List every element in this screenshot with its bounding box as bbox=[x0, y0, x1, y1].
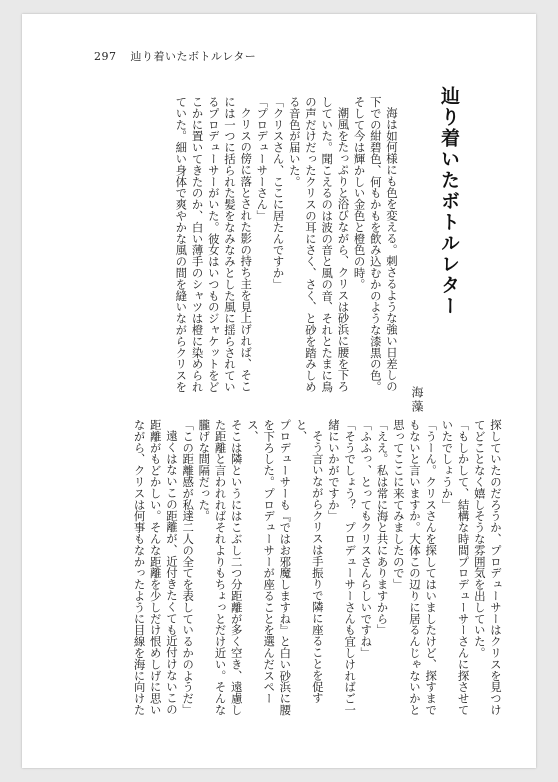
paragraph: クリスの傍に落とされた影の持ち主を見上げれば、そこ には一つに括られた髪をなみなみとした風に揺らされてい るプロデューサーがいた。彼女はいつものジャケットをど こかに置いてきたのか、白い薄手のシャツは橙に染められ ていた。細い身体で爽やかな風の間を縫いながらクリスを bbox=[174, 96, 254, 393]
paragraph: そう言いながらクリスは手振りで隣に座ることを促すと、 プロデューサーも『ではお邪魔しますね』と白い砂浜に腰 を下ろした。プロデューサーが座ることを選んだスペース、 そこは隣というにはこぶし二つ分距離が多く空き、遠慮し た距離と言われればそれよりもちょっとだけ近い。そんな 朧げな間隔だった。 bbox=[197, 419, 325, 716]
paragraph: 「ええ。私は常に海と共にありますから」 「ふふっ、とってもクリスさんらしいですね」 「そうでしょう？ プロデューサーさんも宜しければご一 緒にいかがですか」 bbox=[326, 419, 390, 716]
paragraph: 海は如何様にも色を変える。刺さるような強い日差しの 下での紺碧色、何もかもを飲み込むかのような漆黒の色。 そして今は輝かしい金色と橙色の時。 bbox=[352, 96, 399, 393]
lower-text-column bbox=[80, 419, 504, 725]
paragraph: 探していたのだろうか、プロデューサーはクリスを見つけ てどことなく嬉しそうな雰囲気を出していた。 bbox=[472, 419, 503, 716]
paragraph: 「もしかして、結構な時間プロデューサーさんに探させて いたでしょうか」 bbox=[440, 419, 471, 716]
running-header bbox=[94, 48, 256, 64]
paragraph: 「クリスさん、ここに居たんですか」 「プロデューサーさん」 bbox=[255, 96, 286, 290]
upper-text-column bbox=[80, 96, 400, 399]
paragraph: 遠くはないこの距離が、近付きたくても近付けないこの 距離がもどかしい。そんな距離を少しだけ恨めしげに思い ながら、クリスは何事もなかったように目線を海に向けた bbox=[132, 419, 179, 716]
author-name: 海藻 bbox=[410, 386, 424, 414]
paragraph: 「うーん。クリスさんを探してはいましたけど、探すまで もないと言いますか。大体この辺りに居るんじゃないかと 思ってここに来てみましたので」 bbox=[391, 419, 439, 716]
running-title: 辿り着いたボトルレター bbox=[130, 50, 257, 63]
paragraph: 潮風をたっぷりと浴びながら、クリスは砂浜に腰を下ろ していた。聞こえるのは波の音と風の音、それとたまに鳥 の声だけだったクリスの耳にさく、さく、と砂を踏みしめ る音色が届いた。 bbox=[287, 96, 351, 393]
story-title: 辿り着いたボトルレター bbox=[438, 86, 460, 317]
book-page bbox=[22, 14, 536, 768]
paragraph: 「この距離感が私達二人の全てを表しているかのようだ」 bbox=[181, 419, 196, 716]
page-number: 297 bbox=[94, 50, 117, 63]
